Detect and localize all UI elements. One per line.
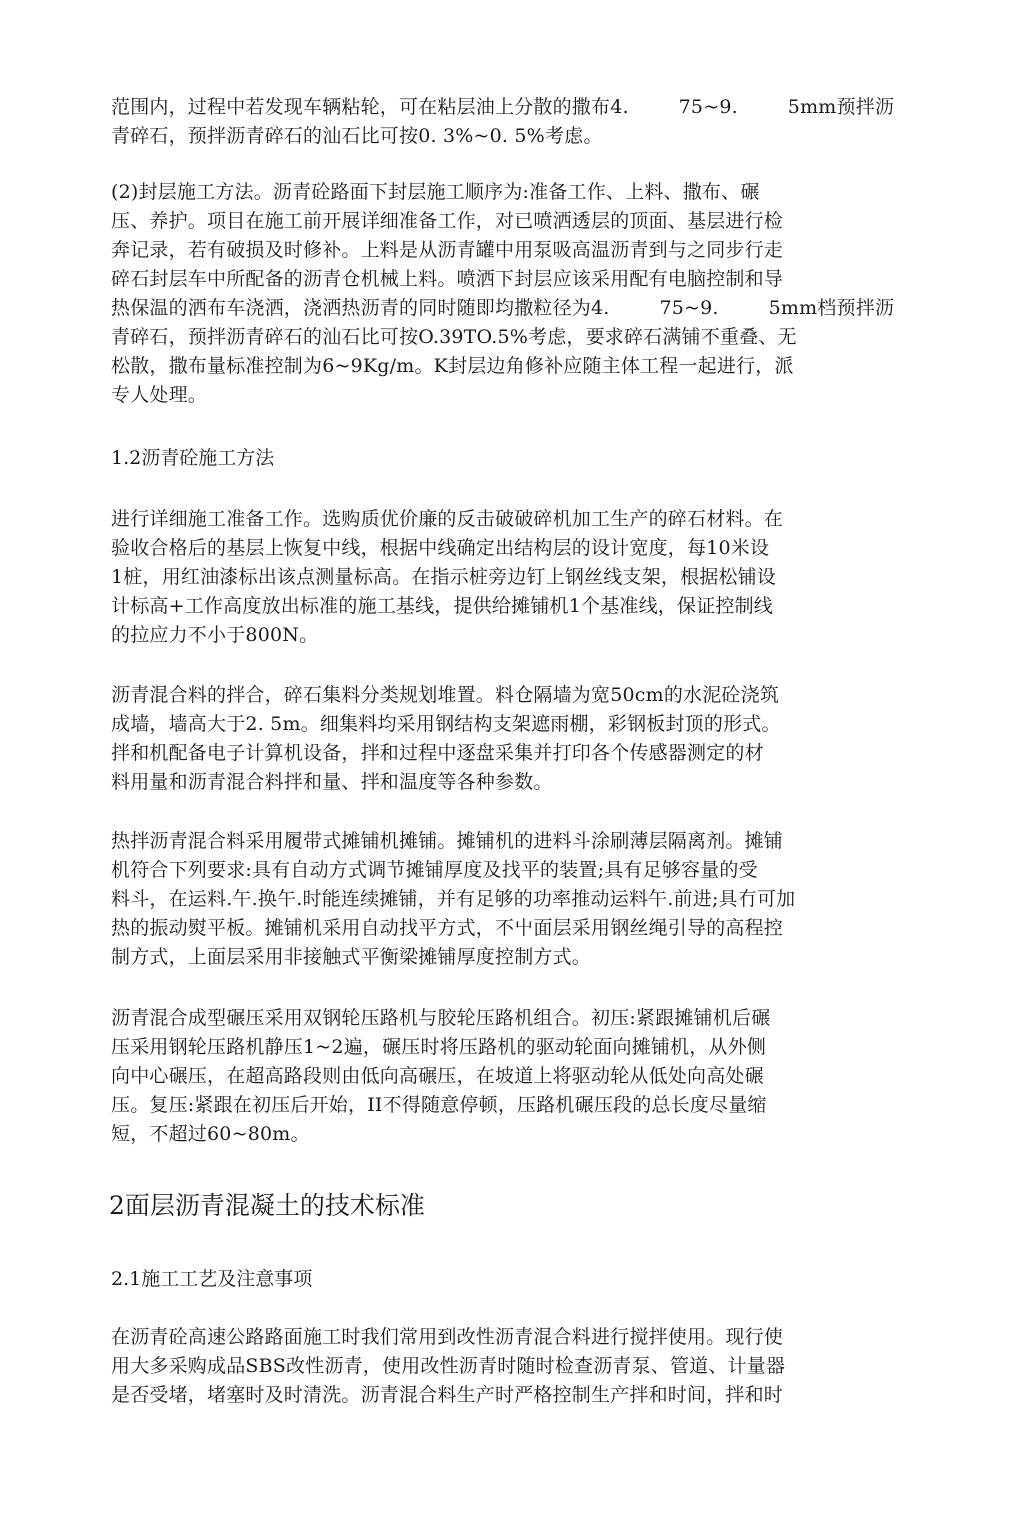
text-line: 热保温的洒布车浇洒，浇洒热沥青的同时随即均撒粒径为4. 75~9. 5mm档预拌沥	[111, 297, 895, 319]
text-line: 制方式，上面层采用非接触式平衡梁摊铺厚度控制方式。	[111, 946, 592, 968]
section-heading-2-1: 2.1施工工艺及注意事项	[111, 1268, 313, 1290]
text-line: 验收合格后的基层上恢复中线，根据中线确定出结构层的设计宽度，每10米设	[111, 537, 770, 559]
text-line: 料用量和沥青混合料拌和量、拌和温度等各种参数。	[111, 771, 553, 793]
text-line: 机符合下列要求:具有自动方式调节摊铺厚度及找平的装置;具有足够容量的受	[111, 859, 758, 881]
text-line: 热拌沥青混合料采用履带式摊铺机摊铺。摊铺机的进料斗涂刷薄层隔离剂。摊铺	[111, 830, 784, 852]
paragraph-seal-coat-method	[111, 178, 931, 410]
paragraph-compaction	[111, 1004, 931, 1149]
text-line: 计标高+工作高度放出标准的施工基线，提供给摊铺机1个基准线，保证控制线	[111, 595, 774, 617]
paragraph-paving	[111, 827, 931, 972]
text-line: 热的振动熨平板。摊铺机采用自动找平方式，不屮面层采用钢丝绳引导的高程控	[111, 917, 784, 939]
text-line: 短，不超过60~80m。	[111, 1123, 310, 1145]
text-line: 压、养护。项目在施工前开展详细准备工作，对已喷洒透层的顶面、基层进行检	[111, 210, 784, 232]
paragraph-mixing	[111, 681, 931, 797]
text-line: 拌和机配备电子计算机设备，拌和过程中逐盘采集并打印各个传感器测定的材	[111, 742, 764, 764]
paragraph-modified-asphalt	[111, 1323, 931, 1410]
text-line: 的拉应力不小于800N。	[111, 624, 319, 646]
section-heading-2: 2面层沥青混凝土的技术标准	[109, 1191, 425, 1220]
text-line: 松散，撒布量标准控制为6~9Kg/m。K封层边角修补应随主体工程一起进行，派	[111, 355, 794, 377]
text-line: 是否受堵，堵塞时及时清洗。沥青混合料生产时严格控制生产拌和时间，拌和时	[111, 1384, 784, 1406]
text-line: 沥青混合成型碾压采用双钢轮压路机与胶轮压路机组合。初压:紧跟摊铺机后碾	[111, 1007, 771, 1029]
text-line: 青碎石，预拌沥青碎石的汕石比可按0. 3%~0. 5%考虑。	[111, 125, 603, 147]
text-line: 奔记录，若有破损及时修补。上料是从沥青罐中用泵吸高温沥青到与之同步行走	[111, 239, 784, 261]
text-line: 用大多采购成品SBS改性沥青，使用改性沥青时随时检查沥青泵、管道、计量器	[111, 1355, 786, 1377]
paragraph-preparation	[111, 505, 931, 650]
text-line: 向中心碾压，在超高路段则由低向高碾压，在坡道上将驱动轮从低处向高处碾	[111, 1065, 764, 1087]
text-line: 青碎石，预拌沥青碎石的汕石比可按O.39TO.5%考虑，要求碎石满铺不重叠、无	[111, 326, 797, 348]
text-line: 料斗，在运料.午.换午.时能连续摊铺，并有足够的功率推动运料午.前进;具冇可加	[111, 888, 796, 910]
text-line: 范围内，过程中若发现车辆粘轮，可在粘层油上分散的撒布4. 75~9. 5mm预拌沥	[111, 96, 895, 118]
text-line: 专人处理。	[111, 384, 208, 406]
text-line: (2)封层施工方法。沥青砼路面下封层施工顺序为:准备工作、上料、撒布、碾	[111, 181, 760, 203]
paragraph-seal-layer-note	[111, 93, 931, 151]
section-heading-1-2: 1.2沥青砼施工方法	[111, 447, 275, 469]
text-line: 成墙，墙高大于2. 5m。细集料均采用钢结构支架遮雨棚，彩钢板封顶的形式。	[111, 713, 781, 735]
text-line: 1桩，用红油漆标出该点测量标高。在指示桩旁边钉上钢丝线支架，根据松铺设	[111, 566, 777, 588]
text-line: 沥青混合料的拌合，碎石集料分类规划堆置。料仓隔墙为宽50cm的水泥砼浇筑	[111, 684, 780, 706]
text-line: 在沥青砼高速公路路面施工时我们常用到改性沥青混合料进行搅拌使用。现行使	[111, 1326, 784, 1348]
text-line: 压。复压:紧跟在初压后开始，II不得随意停顿，压路机碾压段的总长度尽量缩	[111, 1094, 767, 1116]
text-line: 碎石封层车中所配备的沥青仓机械上料。喷洒下封层应该采用配有电脑控制和导	[111, 268, 784, 290]
text-line: 进行详细施工准备工作。选购质优价廉的反击破破碎机加工生产的碎石材料。在	[111, 508, 784, 530]
text-line: 压采用钢轮压路机静压1~2遍，碾压时将压路机的驱动轮面向摊铺机，从外侧	[111, 1036, 767, 1058]
